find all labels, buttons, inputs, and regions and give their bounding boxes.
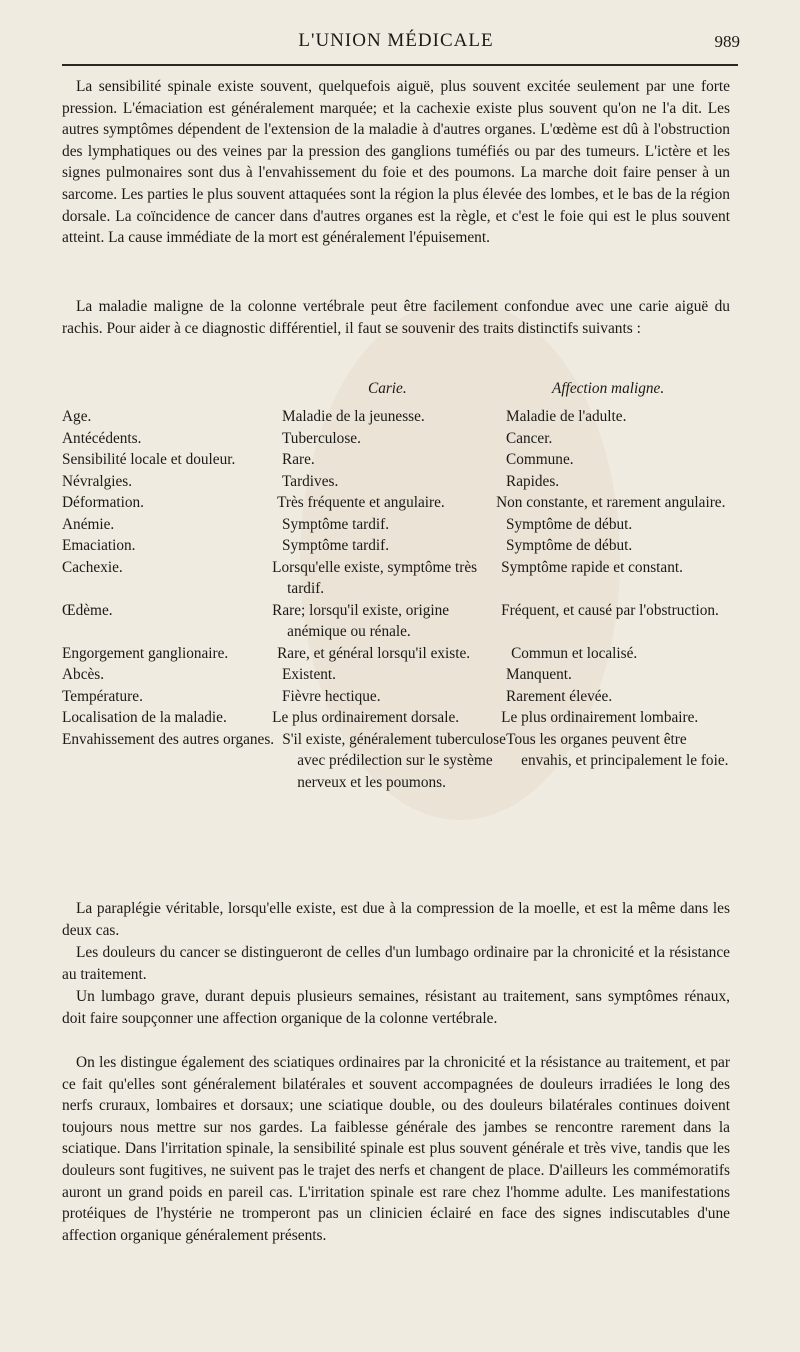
maligne-cell: Symptôme de début. (506, 537, 633, 554)
row-label: Température. (62, 687, 143, 705)
row-label: Envahissement des autres organes. (62, 730, 275, 748)
table-row (62, 664, 732, 686)
maligne-cell: Rapides. (506, 472, 560, 490)
page-number: 989 (714, 32, 740, 51)
comparison-table (62, 378, 732, 793)
paragraph-sciatiques: On les distingue également des sciatiques ordinaires par la chronicité et la résistance au traitement, et par ce fait qu'elles sont généralement bilatérales et souvent accompagnées de douleurs irradiées le long des nerfs cruraux, lombaires et dorsaux; une sciatique double, ou des douleurs bilatérales continues doivent toujours nous mettre sur nos gardes. La faiblesse générale des jambes se rencontre rarement dans la sciatique. Dans l'irritation spinale, la sensibilité spinale est plus souvent générale et très vive, tandis que les douleurs sont fugitives, ne suivent pas le trajet des nerfs et changent de place. D'ailleurs les commémoratifs auront un grand poids en pareil cas. L'irritation spinale est rare chez l'homme adulte. Les manifestations protéiques de l'hystérie ne tromperont pas un clinicien éclairé en face des signes indiscutables d'une affection organique généralement présents. (62, 1054, 730, 1244)
carie-cell: Lorsqu'elle existe, symptôme très tardif. (272, 558, 478, 597)
row-label: Emaciation. (62, 537, 136, 554)
maligne-cell: Le plus ordinairement lombaire. (501, 709, 699, 726)
maligne-cell: Maladie de l'adulte. (506, 408, 627, 425)
row-label: Déformation. (62, 494, 144, 511)
carie-cell: Symptôme tardif. (282, 515, 390, 533)
table-row (62, 471, 732, 493)
header-carie: Carie. (368, 380, 407, 397)
table-header (62, 378, 732, 406)
row-label: Anémie. (62, 515, 115, 533)
table-row (62, 729, 732, 794)
row-label: Age. (62, 408, 92, 425)
carie-cell: Rare. (282, 451, 315, 468)
table-row (62, 707, 732, 729)
carie-cell: Tardives. (282, 472, 339, 490)
table-row (62, 406, 732, 428)
row-label: Névralgies. (62, 472, 133, 490)
maligne-cell: Cancer. (506, 429, 553, 447)
table-row (62, 643, 732, 665)
maligne-cell: Symptôme rapide et constant. (501, 558, 683, 576)
carie-cell: S'il existe, généralement tuberculose avec prédilection sur le système nerveux et les poumons. (282, 730, 506, 791)
table-row (62, 686, 732, 708)
maligne-cell: Manquent. (506, 666, 572, 683)
row-label: Sensibilité locale et douleur. (62, 451, 236, 468)
running-head (62, 30, 740, 60)
table-row (62, 492, 732, 514)
table-row (62, 535, 732, 557)
maligne-cell: Commune. (506, 451, 574, 468)
carie-cell: Maladie de la jeunesse. (282, 408, 425, 425)
journal-title: L'UNION MÉDICALE (298, 30, 494, 51)
header-rule (62, 64, 738, 66)
carie-cell: Rare, et général lorsqu'il existe. (277, 644, 471, 662)
table-row (62, 428, 732, 450)
table-row (62, 600, 732, 643)
maligne-cell: Rarement élevée. (506, 687, 613, 705)
carie-cell: Rare; lorsqu'il existe, origine anémique ou rénale. (272, 601, 450, 640)
row-label: Antécédents. (62, 429, 142, 447)
table-row (62, 557, 732, 600)
paragraph-diagnostic: La maladie maligne de la colonne vertébrale peut être facilement confondue avec une carie aiguë du rachis. Pour aider à ce diagnostic différentiel, il faut se souvenir des traits distinctifs suivants : (62, 298, 730, 337)
row-label: Œdème. (62, 601, 113, 619)
paragraph-douleurs: Les douleurs du cancer se distingueront de celles d'un lumbago ordinaire par la chronicité et la résistance au traitement. (62, 944, 730, 983)
paragraph-paraplegie: La paraplégie véritable, lorsqu'elle existe, est due à la compression de la moelle, et est la même dans les deux cas. (62, 900, 730, 939)
row-label: Localisation de la maladie. (62, 709, 227, 726)
carie-cell: Symptôme tardif. (282, 537, 390, 554)
carie-cell: Tuberculose. (282, 429, 361, 447)
maligne-cell: Fréquent, et causé par l'obstruction. (501, 601, 719, 619)
carie-cell: Le plus ordinairement dorsale. (272, 709, 460, 726)
row-label: Engorgement ganglionaire. (62, 644, 229, 662)
carie-cell: Très fréquente et angulaire. (277, 494, 445, 511)
table-row (62, 514, 732, 536)
carie-cell: Existent. (282, 666, 336, 683)
maligne-cell: Symptôme de début. (506, 515, 633, 533)
paragraph-intro: La sensibilité spinale existe souvent, quelquefois aiguë, plus souvent excitée seulement par une forte pression. L'émaciation est généralement marquée; et la cachexie existe plus souvent qu'on ne l'a dit. Les autres symptômes dépendent de l'extension de la maladie à d'autres organes. L'œdème est dû à l'obstruction des lymphatiques ou des veines par la pression des ganglions tuméfiés ou par des tumeurs. L'ictère et les signes pulmonaires sont dus à l'envahissement du foie et des poumons. La marche doit faire penser à un sarcome. Les parties le plus souvent attaquées sont la région la plus élevée des lombes, et le bas de la région dorsale. La coïncidence de cancer dans d'autres organes est la règle, et c'est le foie qui est le plus souvent atteint. La cause immédiate de la mort est généralement l'épuisement. (62, 78, 730, 247)
row-label: Cachexie. (62, 558, 123, 576)
row-label: Abcès. (62, 666, 105, 683)
maligne-cell: Tous les organes peuvent être envahis, et principalement le foie. (506, 730, 729, 769)
paragraph-lumbago: Un lumbago grave, durant depuis plusieurs semaines, résistant au traitement, sans symptômes rénaux, doit faire soupçonner une affection organique de la colonne vertébrale. (62, 988, 730, 1027)
carie-cell: Fièvre hectique. (282, 687, 381, 705)
maligne-cell: Commun et localisé. (511, 644, 638, 662)
header-affection-maligne: Affection maligne. (552, 380, 665, 397)
table-row (62, 449, 732, 471)
maligne-cell: Non constante, et rarement angulaire. (496, 494, 726, 511)
